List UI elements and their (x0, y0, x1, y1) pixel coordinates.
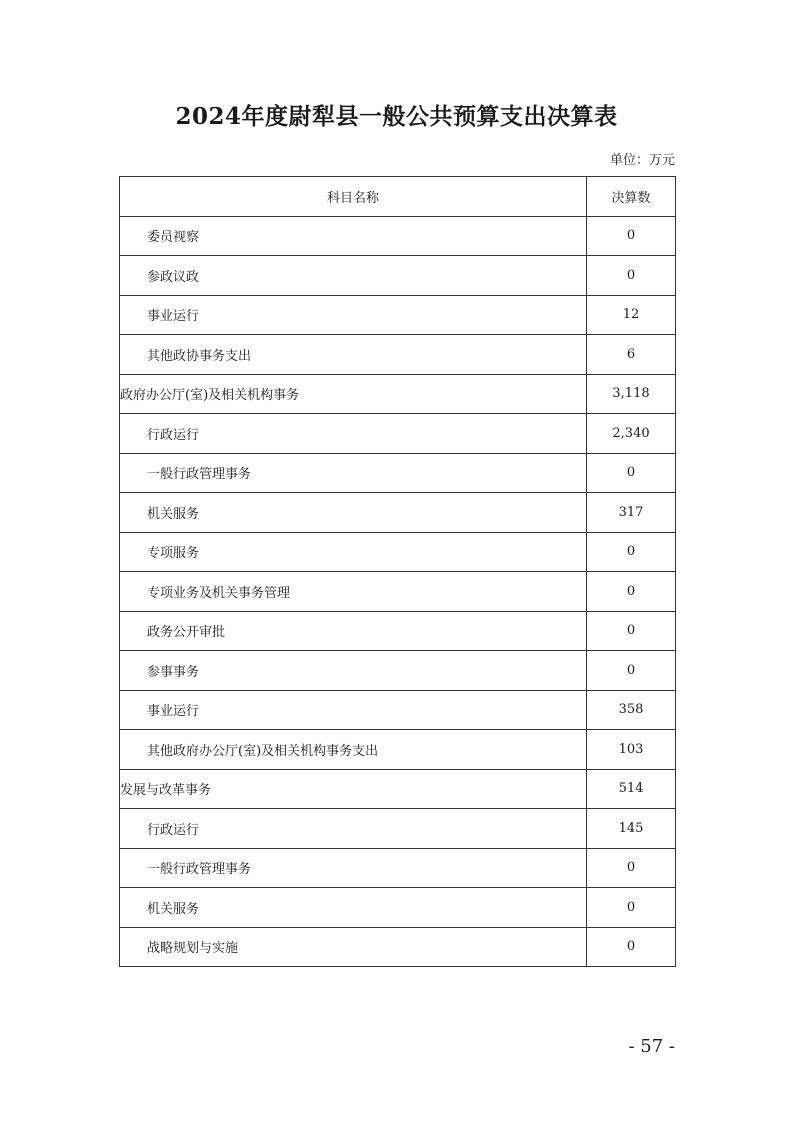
subject-name-cell: 事业运行 (120, 690, 587, 730)
table-row (120, 848, 676, 888)
final-amount-cell: 0 (587, 888, 676, 928)
table-row (120, 809, 676, 849)
final-amount-cell: 0 (587, 611, 676, 651)
table-row (120, 295, 676, 335)
final-amount-cell: 0 (587, 453, 676, 493)
table-row (120, 532, 676, 572)
final-amount-cell: 0 (587, 532, 676, 572)
final-amount-cell: 514 (587, 769, 676, 809)
table-row (120, 769, 676, 809)
subject-name-cell: 委员视察 (120, 216, 587, 256)
table-row (120, 651, 676, 691)
table-row (120, 256, 676, 296)
budget-table (119, 176, 676, 967)
page-number: - 57 - (628, 1036, 675, 1057)
final-amount-cell: 358 (587, 690, 676, 730)
subject-name-cell: 机关服务 (120, 493, 587, 533)
final-amount-cell: 0 (587, 848, 676, 888)
final-amount-cell: 6 (587, 335, 676, 375)
subject-name-cell: 参政议政 (120, 256, 587, 296)
final-amount-cell: 0 (587, 216, 676, 256)
subject-name-cell: 发展与改革事务 (120, 769, 587, 809)
subject-name-cell: 行政运行 (120, 414, 587, 454)
final-amount-cell: 0 (587, 651, 676, 691)
subject-name-cell: 一般行政管理事务 (120, 453, 587, 493)
subject-name-cell: 其他政协事务支出 (120, 335, 587, 375)
table-row (120, 453, 676, 493)
subject-name-cell: 行政运行 (120, 809, 587, 849)
table-row (120, 572, 676, 612)
final-amount-cell: 0 (587, 927, 676, 967)
document-title: 2024年度尉犁县一般公共预算支出决算表 (175, 103, 618, 130)
header-subject-name: 科目名称 (120, 177, 587, 217)
table-row (120, 730, 676, 770)
final-amount-cell: 3,118 (587, 374, 676, 414)
table-row (120, 493, 676, 533)
subject-name-cell: 一般行政管理事务 (120, 848, 587, 888)
final-amount-cell: 0 (587, 256, 676, 296)
table-row (120, 414, 676, 454)
subject-name-cell: 参事事务 (120, 651, 587, 691)
subject-name-cell: 战略规划与实施 (120, 927, 587, 967)
table-row (120, 216, 676, 256)
header-final-amount: 决算数 (587, 177, 676, 217)
final-amount-cell: 12 (587, 295, 676, 335)
table-row (120, 927, 676, 967)
final-amount-cell: 317 (587, 493, 676, 533)
table-body (120, 216, 676, 967)
subject-name-cell: 专项服务 (120, 532, 587, 572)
table-row (120, 374, 676, 414)
table-row (120, 335, 676, 375)
table-header-row (120, 177, 676, 217)
final-amount-cell: 145 (587, 809, 676, 849)
subject-name-cell: 政府办公厅(室)及相关机构事务 (120, 374, 587, 414)
table-row (120, 888, 676, 928)
final-amount-cell: 2,340 (587, 414, 676, 454)
unit-label: 单位：万元 (609, 153, 675, 168)
subject-name-cell: 政务公开审批 (120, 611, 587, 651)
subject-name-cell: 其他政府办公厅(室)及相关机构事务支出 (120, 730, 587, 770)
final-amount-cell: 0 (587, 572, 676, 612)
table-row (120, 611, 676, 651)
subject-name-cell: 专项业务及机关事务管理 (120, 572, 587, 612)
subject-name-cell: 机关服务 (120, 888, 587, 928)
final-amount-cell: 103 (587, 730, 676, 770)
table-row (120, 690, 676, 730)
subject-name-cell: 事业运行 (120, 295, 587, 335)
